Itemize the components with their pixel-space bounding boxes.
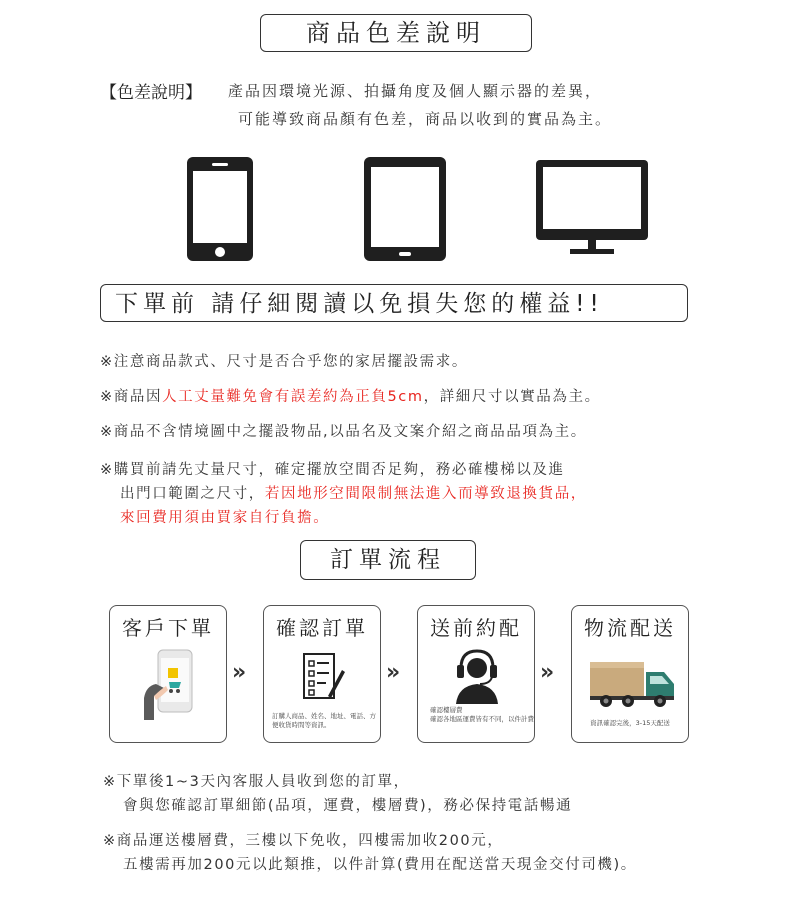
bullet-text: 出門口範圍之尺寸，: [120, 486, 265, 502]
checklist-icon: [302, 652, 346, 706]
phone-icon: [187, 157, 253, 261]
bullet-style-size: ※注意商品款式、尺寸是否合乎您的家居擺設需求。: [100, 354, 468, 370]
color-difference-text-line1: 產品因環境光源、拍攝角度及個人顯示器的差異，: [228, 82, 603, 100]
tablet-icon: [364, 157, 446, 261]
note-floor-fee-line2: 五樓需再加200元以此類推，以件計算(費用在配送當天現金交付司機)。: [123, 857, 637, 873]
order-flow-title: 訂單流程: [300, 540, 476, 580]
note-floor-fee-line1: ※商品運送樓層費，三樓以下免收，四樓需加收200元，: [103, 833, 504, 849]
bullet-scene-items: ※商品不含情境圖中之擺設物品,以品名及文案介紹之商品品項為主。: [100, 424, 587, 440]
step-title: 送前約配: [430, 616, 522, 640]
bullet-measure-line3: 來回費用須由買家自行負擔。: [120, 510, 330, 526]
step-description: 確認樓層費 確認各地區運費皆有不同，以件計費: [430, 706, 534, 723]
monitor-icon: [536, 160, 648, 256]
note-order-confirmation-line1: ※下單後1~3天內客服人員收到您的訂單，: [103, 774, 410, 790]
flow-arrow: »: [540, 660, 549, 685]
bullet-measurement-error: [100, 385, 601, 406]
notice-banner: 下單前 請仔細閱讀以免損失您的權益!!: [100, 284, 688, 322]
bullet-measure-line2: [120, 482, 587, 503]
step-logistics-delivery: [571, 605, 689, 743]
flow-arrow: »: [232, 660, 241, 685]
delivery-truck-icon: [588, 658, 676, 712]
color-difference-title: 商品色差說明: [260, 14, 532, 52]
step-description: 資訊確認完後，3-15天配送: [590, 719, 670, 727]
step-title: 物流配送: [584, 616, 676, 640]
color-difference-label: 【色差說明】: [100, 83, 202, 103]
step-customer-order: [109, 605, 227, 743]
note-order-confirmation-line2: 會與您確認訂單細節(品項，運費，樓層費)，務必保持電話暢通: [123, 798, 573, 814]
step-schedule-delivery: [417, 605, 535, 743]
color-difference-text-line2: 可能導致商品顏有色差，商品以收到的實品為主。: [238, 110, 613, 128]
bullet-measure-line1: ※購買前請先丈量尺寸，確定擺放空間否足夠，務必確樓梯以及進: [100, 462, 565, 478]
step-description: 訂購人商品、姓名、地址、電話、方便收貨時間等資訊。: [272, 712, 376, 729]
step-confirm-order: [263, 605, 381, 743]
mobile-order-icon: [140, 648, 200, 724]
bullet-highlight: 若因地形空間限制無法進入而導致退換貨品，: [264, 486, 587, 502]
customer-service-icon: [452, 646, 502, 708]
step-title: 客戶下單: [122, 616, 214, 640]
flow-arrow: »: [386, 660, 395, 685]
bullet-text: ，詳細尺寸以實品為主。: [423, 389, 601, 405]
step-title: 確認訂單: [276, 616, 368, 640]
bullet-text: ※商品因: [100, 389, 163, 405]
bullet-highlight: 人工丈量難免會有誤差約為正負5cm: [162, 389, 424, 405]
